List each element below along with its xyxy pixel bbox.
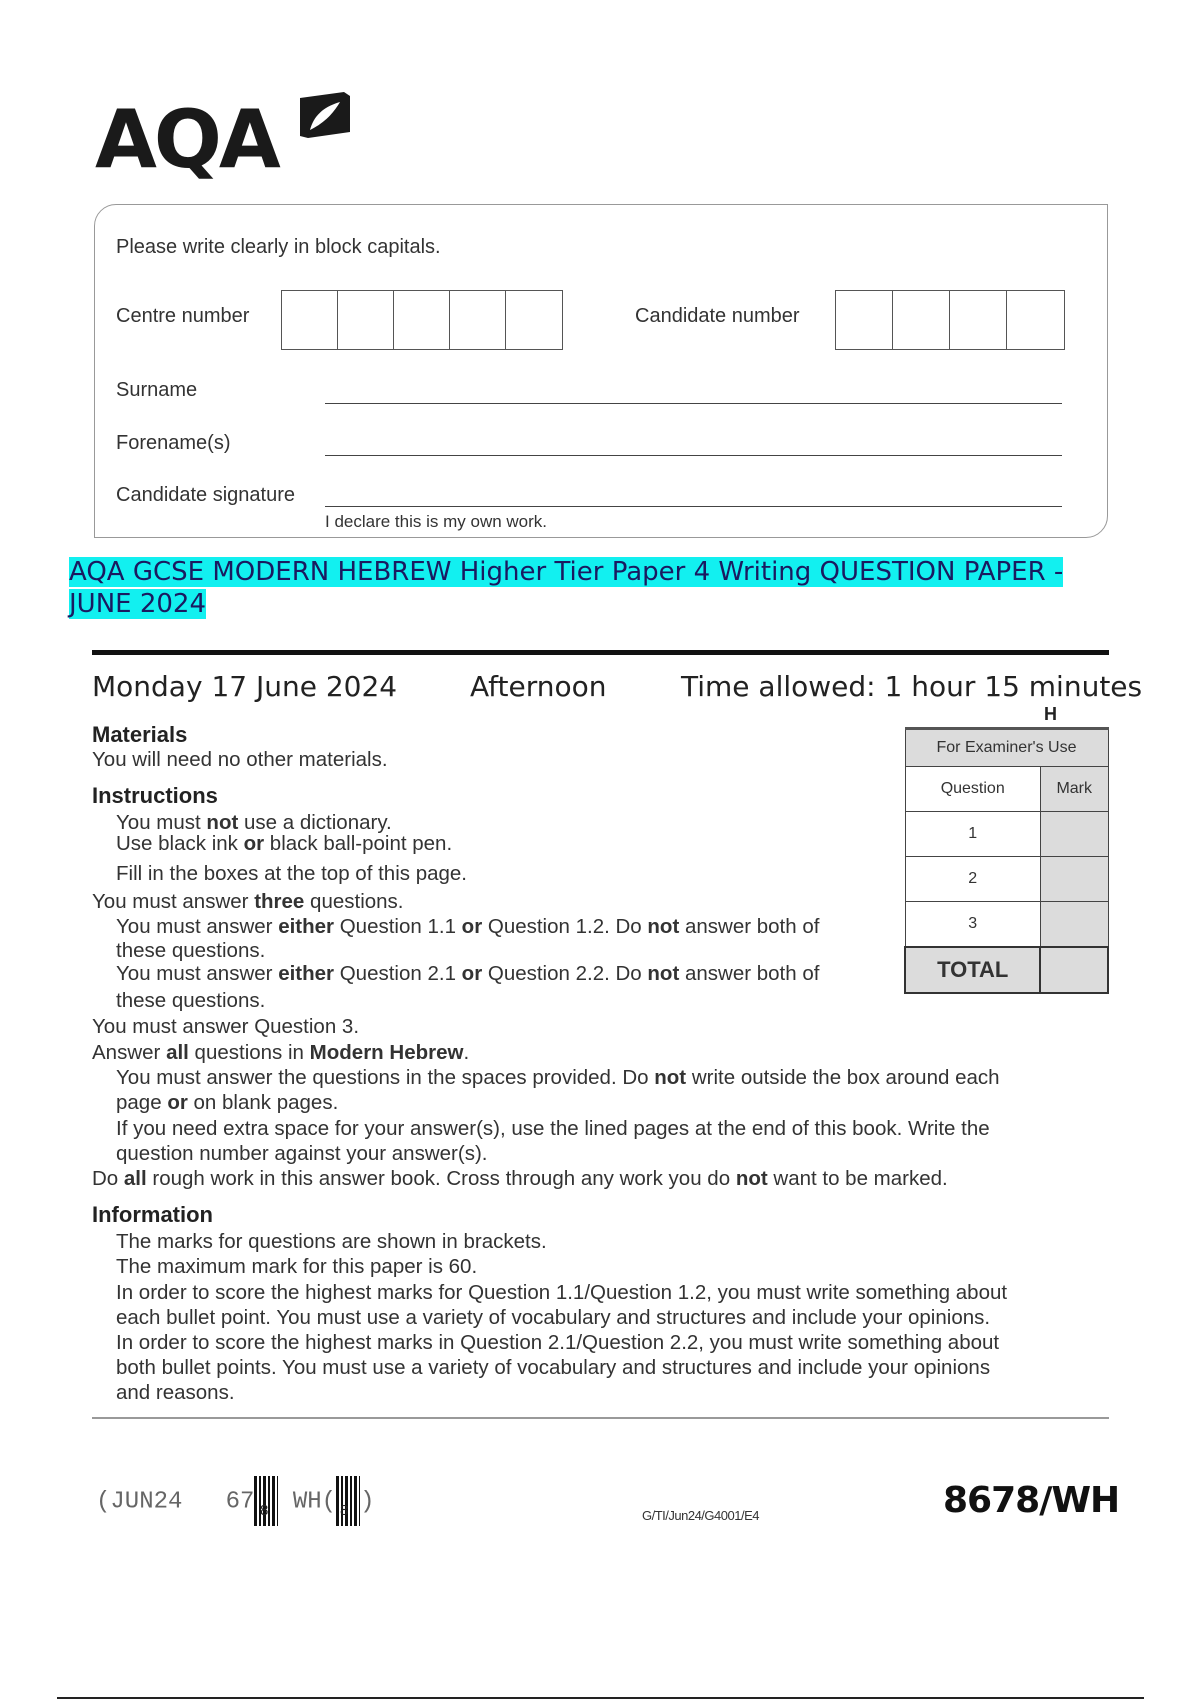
- information-line: In order to score the highest marks in Question 2.1/Question 2.2, you must write something about: [116, 1331, 1000, 1354]
- instruction-line: page or on blank pages.: [116, 1091, 339, 1114]
- reference-code: G/TI/Jun24/G4001/E4: [642, 1508, 759, 1523]
- instructions-heading: Instructions: [92, 783, 218, 808]
- page-bottom-border: [57, 1697, 1144, 1699]
- paper-code: 8678/WH: [943, 1480, 1120, 1521]
- exam-session: Afternoon: [470, 670, 607, 703]
- instruction-line: Do all rough work in this answer book. Cross through any work you do not want to be marked.: [92, 1167, 948, 1190]
- forename-field[interactable]: [325, 455, 1062, 456]
- candidate-number-label: Candidate number: [635, 305, 800, 327]
- surname-field[interactable]: [325, 403, 1062, 404]
- barcode-text: WH(: [292, 1488, 337, 1516]
- tier-label: H: [1044, 704, 1057, 724]
- instruction-line: Use black ink or black ball-point pen.: [116, 832, 453, 855]
- barcode-text: ): [360, 1488, 375, 1516]
- mark-cell: [1040, 902, 1108, 948]
- barcode-digit: 8: [340, 1502, 349, 1519]
- instruction-line: question number against your answer(s).: [116, 1142, 488, 1165]
- information-line: The maximum mark for this paper is 60.: [116, 1255, 478, 1278]
- footer-divider: [92, 1417, 1109, 1419]
- question-number: 3: [905, 902, 1040, 948]
- declaration-text: I declare this is my own work.: [325, 512, 548, 531]
- instruction-line: Answer all questions in Modern Hebrew.: [92, 1041, 470, 1064]
- information-line: and reasons.: [116, 1381, 235, 1404]
- mark-cell: [1040, 812, 1108, 857]
- signature-label: Candidate signature: [116, 484, 296, 506]
- mark-cell: [1040, 857, 1108, 902]
- logo-mark-icon: [300, 92, 350, 144]
- forename-label: Forename(s): [116, 432, 231, 454]
- title-text: AQA GCSE MODERN HEBREW Higher Tier Paper 4 Writing QUESTION PAPER - JUNE 2024: [69, 557, 1064, 619]
- question-number: 1: [905, 812, 1040, 857]
- barcode-text: 67: [225, 1488, 255, 1516]
- barcode-text: (JUN24: [96, 1488, 183, 1516]
- information-line: both bullet points. You must use a variety of vocabulary and structures and include your opinions: [116, 1356, 991, 1379]
- instruction-line: You must not use a dictionary.: [116, 811, 392, 834]
- instruction-line: You must answer Question 3.: [92, 1015, 360, 1038]
- materials-text: You will need no other materials.: [92, 748, 388, 771]
- exam-date: Monday 17 June 2024: [92, 670, 398, 703]
- information-line: In order to score the highest marks for Question 1.1/Question 1.2, you must write something about: [116, 1281, 1008, 1304]
- centre-number-boxes[interactable]: [281, 290, 563, 350]
- table-row: [905, 812, 1108, 857]
- time-allowed: Time allowed: 1 hour 15 minutes: [681, 670, 1143, 703]
- information-line: The marks for questions are shown in brackets.: [116, 1230, 547, 1253]
- barcode-digit: 8: [260, 1502, 269, 1519]
- instruction-line: If you need extra space for your answer(s), use the lined pages at the end of this book. Write the: [116, 1117, 990, 1140]
- signature-field[interactable]: [325, 506, 1062, 507]
- form-instruction: Please write clearly in block capitals.: [116, 236, 441, 258]
- information-line: each bullet point. You must use a variety of vocabulary and structures and include your opinions.: [116, 1306, 991, 1329]
- information-heading: Information: [92, 1202, 213, 1227]
- instruction-line: You must answer the questions in the spaces provided. Do not write outside the box around each: [116, 1066, 1000, 1089]
- col-question: Question: [905, 767, 1040, 812]
- barcode-code: [96, 1476, 374, 1526]
- document-title: [69, 556, 1119, 620]
- candidate-number-boxes[interactable]: [835, 290, 1065, 350]
- instruction-line: Fill in the boxes at the top of this page.: [116, 862, 467, 885]
- logo-text: AQA: [95, 93, 278, 186]
- divider: [92, 650, 1109, 655]
- instruction-line: these questions.: [116, 939, 266, 962]
- total-cell: [1040, 947, 1108, 993]
- question-number: 2: [905, 857, 1040, 902]
- centre-number-label: Centre number: [116, 305, 250, 327]
- instruction-line: You must answer three questions.: [92, 890, 404, 913]
- instruction-line: You must answer either Question 2.1 or Question 2.2. Do not answer both of: [116, 962, 820, 985]
- instruction-line: You must answer either Question 1.1 or Question 1.2. Do not answer both of: [116, 915, 820, 938]
- instruction-line: these questions.: [116, 989, 266, 1012]
- aqa-logo: [95, 92, 355, 186]
- examiner-table-header: For Examiner's Use: [905, 729, 1108, 767]
- examiner-use-table: [904, 727, 1109, 994]
- table-row: [905, 857, 1108, 902]
- total-label: TOTAL: [905, 947, 1040, 993]
- materials-heading: Materials: [92, 722, 188, 747]
- surname-label: Surname: [116, 379, 198, 401]
- col-mark: Mark: [1040, 767, 1108, 812]
- table-row: [905, 902, 1108, 948]
